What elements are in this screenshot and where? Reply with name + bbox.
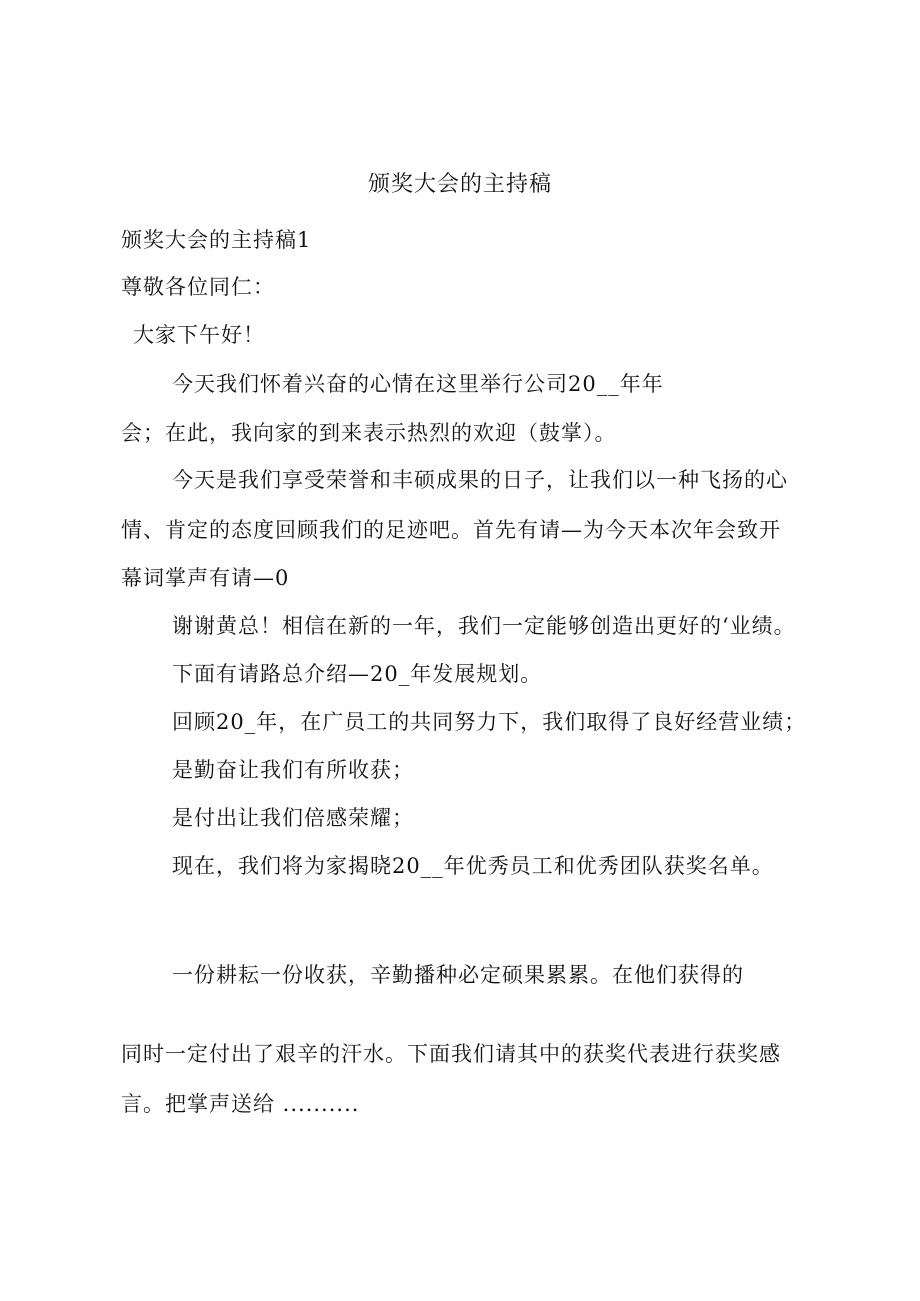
paragraph-line: 现在，我们将为家揭晓20__年优秀员工和优秀团队获奖名单。 bbox=[172, 854, 774, 878]
paragraph-line: 言。把掌声送给 .......... bbox=[121, 1092, 360, 1116]
paragraph-line: 今天是我们享受荣誉和丰硕成果的日子，让我们以一种飞扬的心 bbox=[172, 468, 788, 492]
paragraph-line: 同时一定付出了艰辛的汗水。下面我们请其中的获奖代表进行获奖感 bbox=[121, 1042, 781, 1066]
paragraph-line: 会；在此，我向家的到来表示热烈的欢迎（鼓掌）。 bbox=[121, 421, 617, 445]
paragraph-line: 是勤奋让我们有所收获； bbox=[172, 758, 414, 782]
paragraph-line: 谢谢黄总！相信在新的一年，我们一定能够创造出更好的‘业绩。 bbox=[172, 614, 796, 638]
paragraph-line: 是付出让我们倍感荣耀； bbox=[172, 806, 414, 830]
paragraph-line: 一份耕耘一份收获，辛勤播种必定硕果累累。在他们获得的 bbox=[172, 963, 744, 987]
greeting: 大家下午好！ bbox=[133, 323, 265, 347]
paragraph-line: 回顾20_年，在广员工的共同努力下，我们取得了良好经营业绩； bbox=[172, 710, 807, 734]
paragraph-line: 情、肯定的态度回顾我们的足迹吧。首先有请—为今天本次年会致开 bbox=[121, 518, 781, 542]
paragraph-line: 今天我们怀着兴奋的心情在这里举行公司20__年年 bbox=[172, 372, 664, 396]
salutation: 尊敬各位同仁： bbox=[121, 275, 275, 299]
document-subtitle: 颁奖大会的主持稿1 bbox=[121, 228, 312, 252]
document-title: 颁奖大会的主持稿 bbox=[367, 172, 552, 197]
paragraph-line: 幕词掌声有请—0 bbox=[121, 566, 290, 590]
paragraph-line: 下面有请路总介绍—20_年发展规划。 bbox=[172, 662, 543, 686]
